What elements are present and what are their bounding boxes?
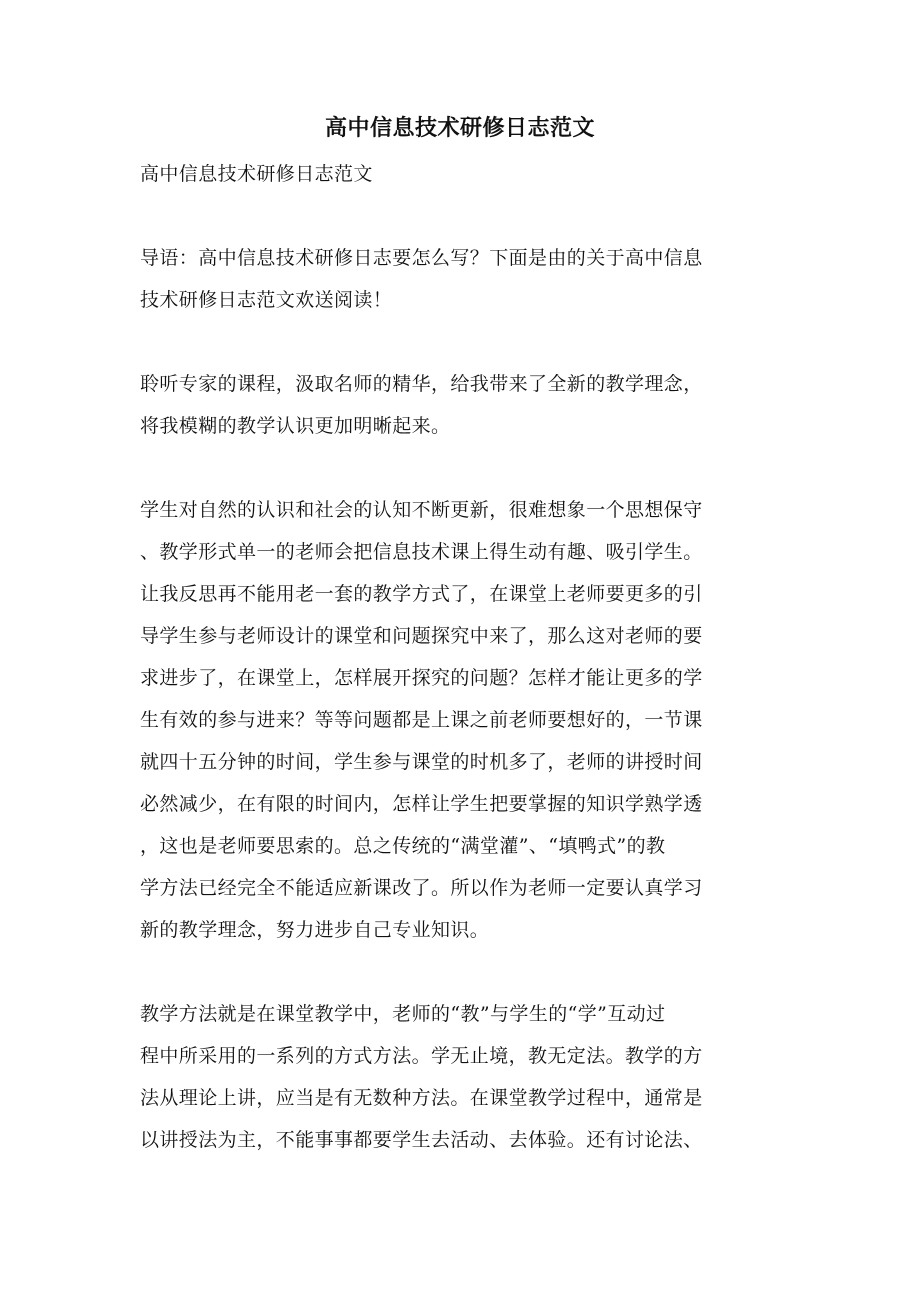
- p2-line-10: 学方法已经完全不能适应新课改了。所以作为老师一定要认真学习: [140, 877, 703, 899]
- document-title: 高中信息技术研修日志范文: [324, 115, 595, 141]
- intro-line-2: 技术研修日志范文欢送阅读！: [140, 289, 393, 311]
- p2-line-1: 学生对自然的认识和社会的认知不断更新，很难想象一个思想保守: [140, 499, 703, 521]
- p2-line-5: 求进步了，在课堂上，怎样展开探究的问题？怎样才能让更多的学: [140, 667, 703, 689]
- p2-line-4: 导学生参与老师设计的课堂和问题探究中来了，那么这对老师的要: [140, 625, 703, 647]
- p2-line-2: 、教学形式单一的老师会把信息技术课上得生动有趣、吸引学生。: [140, 541, 703, 563]
- p2-line-9: ，这也是老师要思索的。总之传统的“满堂灌”、“填鸭式”的教: [140, 835, 666, 857]
- p3-line-4: 以讲授法为主，不能事事都要学生去活动、去体验。还有讨论法、: [140, 1129, 703, 1151]
- p2-line-3: 让我反思再不能用老一套的教学方式了，在课堂上老师要更多的引: [140, 583, 703, 605]
- intro-line-1: 导语：高中信息技术研修日志要怎么写？下面是由的关于高中信息: [140, 247, 703, 269]
- p2-line-7: 就四十五分钟的时间，学生参与课堂的时机多了，老师的讲授时间: [140, 751, 703, 773]
- p3-line-3: 法从理论上讲，应当是有无数种方法。在课堂教学过程中，通常是: [140, 1087, 703, 1109]
- document-subtitle: 高中信息技术研修日志范文: [140, 163, 373, 185]
- p2-line-6: 生有效的参与进来？等等问题都是上课之前老师要想好的，一节课: [140, 709, 703, 731]
- p2-line-8: 必然减少，在有限的时间内，怎样让学生把要掌握的知识学熟学透: [140, 793, 703, 815]
- p2-line-11: 新的教学理念，努力进步自己专业知识。: [140, 919, 490, 941]
- p1-line-2: 将我模糊的教学认识更加明晰起来。: [140, 415, 451, 437]
- p1-line-1: 聆听专家的课程，汲取名师的精华，给我带来了全新的教学理念，: [140, 373, 703, 395]
- p3-line-2: 程中所采用的一系列的方式方法。学无止境，教无定法。教学的方: [140, 1045, 703, 1067]
- p3-line-1: 教学方法就是在课堂教学中，老师的“教”与学生的“学”互动过: [140, 1003, 666, 1025]
